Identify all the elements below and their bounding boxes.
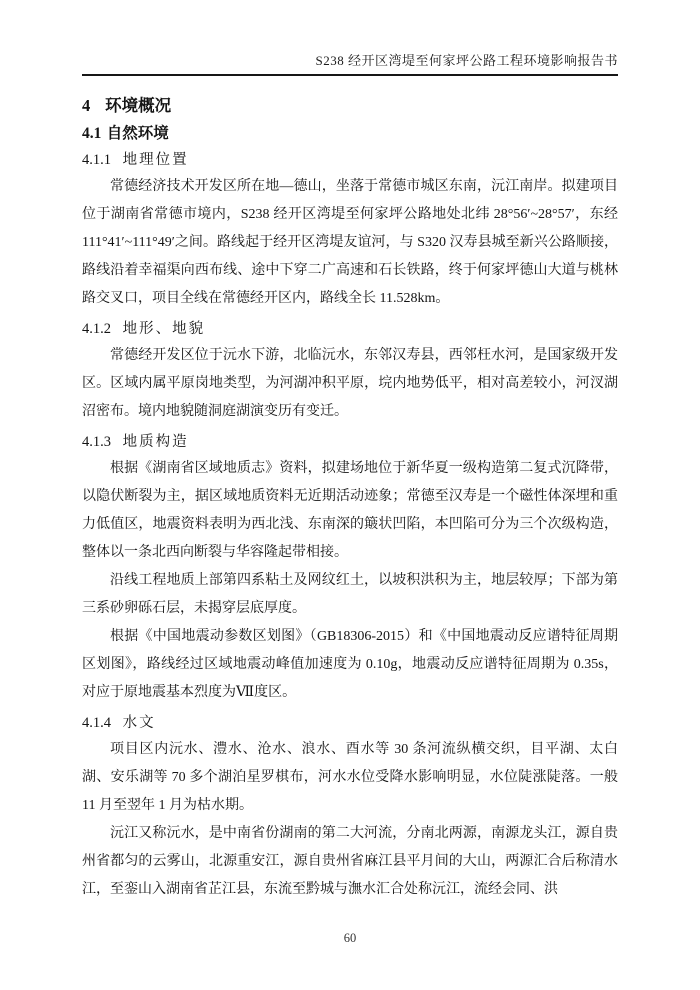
subsection-title: 地理位置 xyxy=(122,152,189,168)
page-footer xyxy=(0,931,700,946)
subsection-number: 4.1.4 xyxy=(82,715,111,731)
subsection-title: 地质构造 xyxy=(122,434,189,450)
section-title: 自然环境 xyxy=(106,125,169,142)
chapter-heading xyxy=(82,94,618,117)
subsection-heading-4-1-1 xyxy=(82,150,618,170)
body-paragraph: 根据《湖南省区域地质志》资料，拟建场地位于新华夏一级构造第二复式沉降带，以隐伏断裂为主，据区域地质资料无近期活动迹象；常德至汉寿是一个磁性体深埋和重力低值区，地震资料表明为西北浅、东南深的簸状凹陷，本凹陷可分为三个次级构造，整体以一条北西向断裂与华容隆起带相接。 xyxy=(82,461,618,560)
page-number: 60 xyxy=(343,931,357,945)
subsection-title: 地形、地貌 xyxy=(122,321,206,337)
section-heading xyxy=(82,123,618,144)
subsection-heading-4-1-3 xyxy=(82,432,618,452)
subsection-heading-4-1-4 xyxy=(82,713,618,733)
body-paragraph: 常德经开发区位于沅水下游，北临沅水，东邻汉寿县，西邻枉水河，是国家级开发区。区域内属平原岗地类型，为河湖冲积平原，垸内地势低平，相对高差较小，河汊湖沼密布。境内地貌随洞庭湖演变历有变迁。 xyxy=(82,348,618,419)
page-header xyxy=(0,0,700,76)
body-paragraph: 项目区内沅水、澧水、沧水、浪水、酉水等 30 条河流纵横交织，目平湖、太白湖、安乐湖等 70 多个湖泊星罗棋布，河水水位受降水影响明显，水位陡涨陡落。一般 11 月至翌年 1 月为枯水期。 xyxy=(82,742,618,813)
subsection-title: 水文 xyxy=(122,715,156,731)
body-paragraph: 根据《中国地震动参数区划图》（GB18306-2015）和《中国地震动反应谱特征周期区划图》，路线经过区域地震动峰值加速度为 0.10g，地震动反应谱特征周期为 0.35s，对应于原地震基本烈度为Ⅶ度区。 xyxy=(82,629,618,700)
body-paragraph: 沅江又称沅水，是中南省份湖南的第二大河流，分南北两源，南源龙头江，源自贵州省都匀的云雾山，北源重安江，源自贵州省麻江县平月间的大山，两源汇合后称清水江，至銮山入湖南省芷江县，东流至黔城与潕水汇合处称沅江，流经会同、洪 xyxy=(82,826,618,897)
body-paragraph: 沿线工程地质上部第四系粘土及网纹红土，以坡积洪积为主，地层较厚；下部为第三系砂卵砾石层，未揭穿层底厚度。 xyxy=(82,573,618,616)
chapter-number: 4 xyxy=(82,96,91,115)
subsection-number: 4.1.1 xyxy=(82,152,111,168)
body-paragraph: 常德经济技术开发区所在地—德山，坐落于常德市城区东南，沅江南岸。拟建项目位于湖南省常德市境内，S238 经开区湾堤至何家坪公路地处北纬 28°56′~28°57′，东经 111°41′~111°49′之间。路线起于经开区湾堤友谊河，与 S320 汉寿县城至新兴公路顺接，路线沿着幸福渠向西布线、途中下穿二广高速和石长铁路，终于何家坪德山大道与桃林路交叉口，项目全线在常德经开区内，路线全长 11.528km。 xyxy=(82,179,618,306)
subsection-number: 4.1.3 xyxy=(82,434,111,450)
page-body xyxy=(0,76,700,904)
report-title: S238 经开区湾堤至何家坪公路工程环境影响报告书 xyxy=(315,53,618,68)
chapter-title: 环境概况 xyxy=(105,96,172,115)
subsection-number: 4.1.2 xyxy=(82,321,111,337)
subsection-heading-4-1-2 xyxy=(82,319,618,339)
section-number: 4.1 xyxy=(82,125,102,142)
